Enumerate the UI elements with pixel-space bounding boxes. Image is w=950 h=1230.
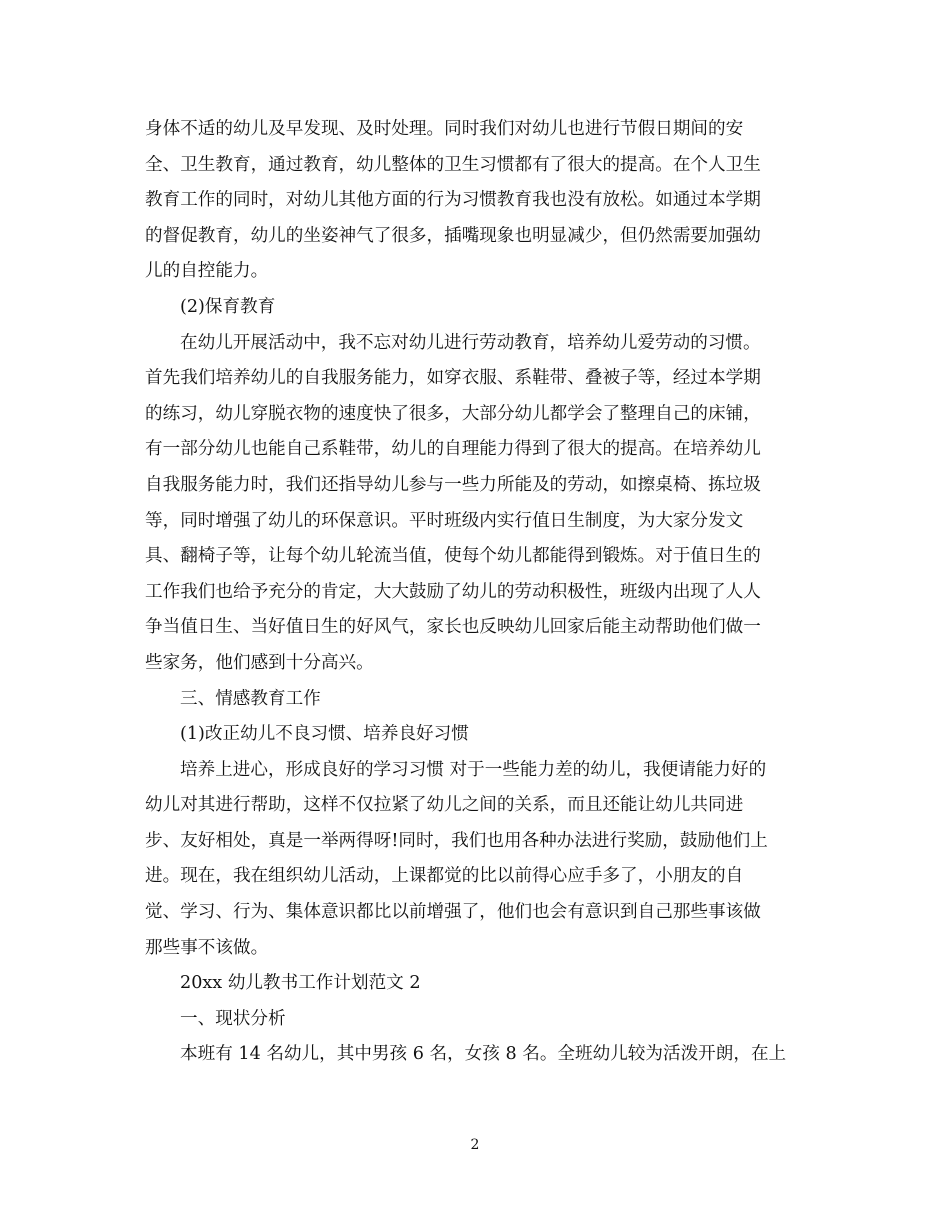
section-heading: 三、情感教育工作 — [180, 688, 321, 709]
body-line: 些家务，他们感到十分高兴。 — [145, 652, 374, 673]
body-line: 的练习，幼儿穿脱衣物的速度快了很多，大部分幼儿都学会了整理自己的床铺， — [145, 403, 761, 424]
body-line: 儿的自控能力。 — [145, 261, 269, 282]
body-line: 自我服务能力时，我们还指导幼儿参与一些力所能及的劳动，如擦桌椅、拣垃圾 — [145, 474, 761, 495]
body-line: 有一部分幼儿也能自己系鞋带，幼儿的自理能力得到了很大的提高。在培养幼儿 — [145, 439, 761, 460]
paragraph-start-line: 培养上进心，形成良好的学习习惯 对于一些能力差的幼儿，我便请能力好的 — [180, 759, 767, 780]
document-body — [145, 112, 810, 1073]
body-line: 进。现在，我在组织幼儿活动，上课都觉的比以前得心应手多了，小朋友的自 — [145, 866, 744, 887]
body-line: 争当值日生、当好值日生的好风气，家长也反映幼儿回家后能主动帮助他们做一 — [145, 617, 761, 638]
body-line: 教育工作的同时，对幼儿其他方面的行为习惯教育我也没有放松。如通过本学期 — [145, 190, 761, 211]
body-line: 全、卫生教育，通过教育，幼儿整体的卫生习惯都有了很大的提高。在个人卫生 — [145, 154, 761, 175]
body-line: 觉、学习、行为、集体意识都比以前增强了，他们也会有意识到自己那些事该做 — [145, 902, 761, 923]
page-number: 2 — [470, 1137, 480, 1153]
body-line: 具、翻椅子等，让每个幼儿轮流当值，使每个幼儿都能得到锻炼。对于值日生的 — [145, 546, 761, 567]
document-title-line: 20xx 幼儿教书工作计划范文 2 — [180, 973, 421, 994]
section-heading: (2)保育教育 — [180, 296, 276, 317]
body-line: 那些事不该做。 — [145, 937, 269, 958]
paragraph-start-line: 在幼儿开展活动中，我不忘对幼儿进行劳动教育，培养幼儿爱劳动的习惯。 — [180, 332, 761, 353]
body-line: 首先我们培养幼儿的自我服务能力，如穿衣服、系鞋带、叠被子等，经过本学期 — [145, 368, 761, 389]
body-line: 身体不适的幼儿及早发现、及时处理。同时我们对幼儿也进行节假日期间的安 — [145, 119, 744, 139]
body-line: 工作我们也给予充分的肯定，大大鼓励了幼儿的劳动积极性，班级内出现了人人 — [145, 581, 761, 602]
body-line: 幼儿对其进行帮助，这样不仅拉紧了幼儿之间的关系，而且还能让幼儿共同进 — [145, 795, 744, 816]
body-line: 等，同时增强了幼儿的环保意识。平时班级内实行值日生制度，为大家分发文 — [145, 510, 744, 531]
body-line: 的督促教育，幼儿的坐姿神气了很多，插嘴现象也明显减少，但仍然需要加强幼 — [145, 225, 761, 246]
body-line: 步、友好相处，真是一举两得呀!同时，我们也用各种办法进行奖励，鼓励他们上 — [145, 830, 768, 851]
subsection-heading: (1)改正幼儿不良习惯、培养良好习惯 — [180, 724, 469, 745]
section-heading: 一、现状分析 — [180, 1008, 286, 1029]
paragraph-start-line: 本班有 14 名幼儿，其中男孩 6 名，女孩 8 名。全班幼儿较为活泼开朗，在上 — [180, 1044, 787, 1065]
